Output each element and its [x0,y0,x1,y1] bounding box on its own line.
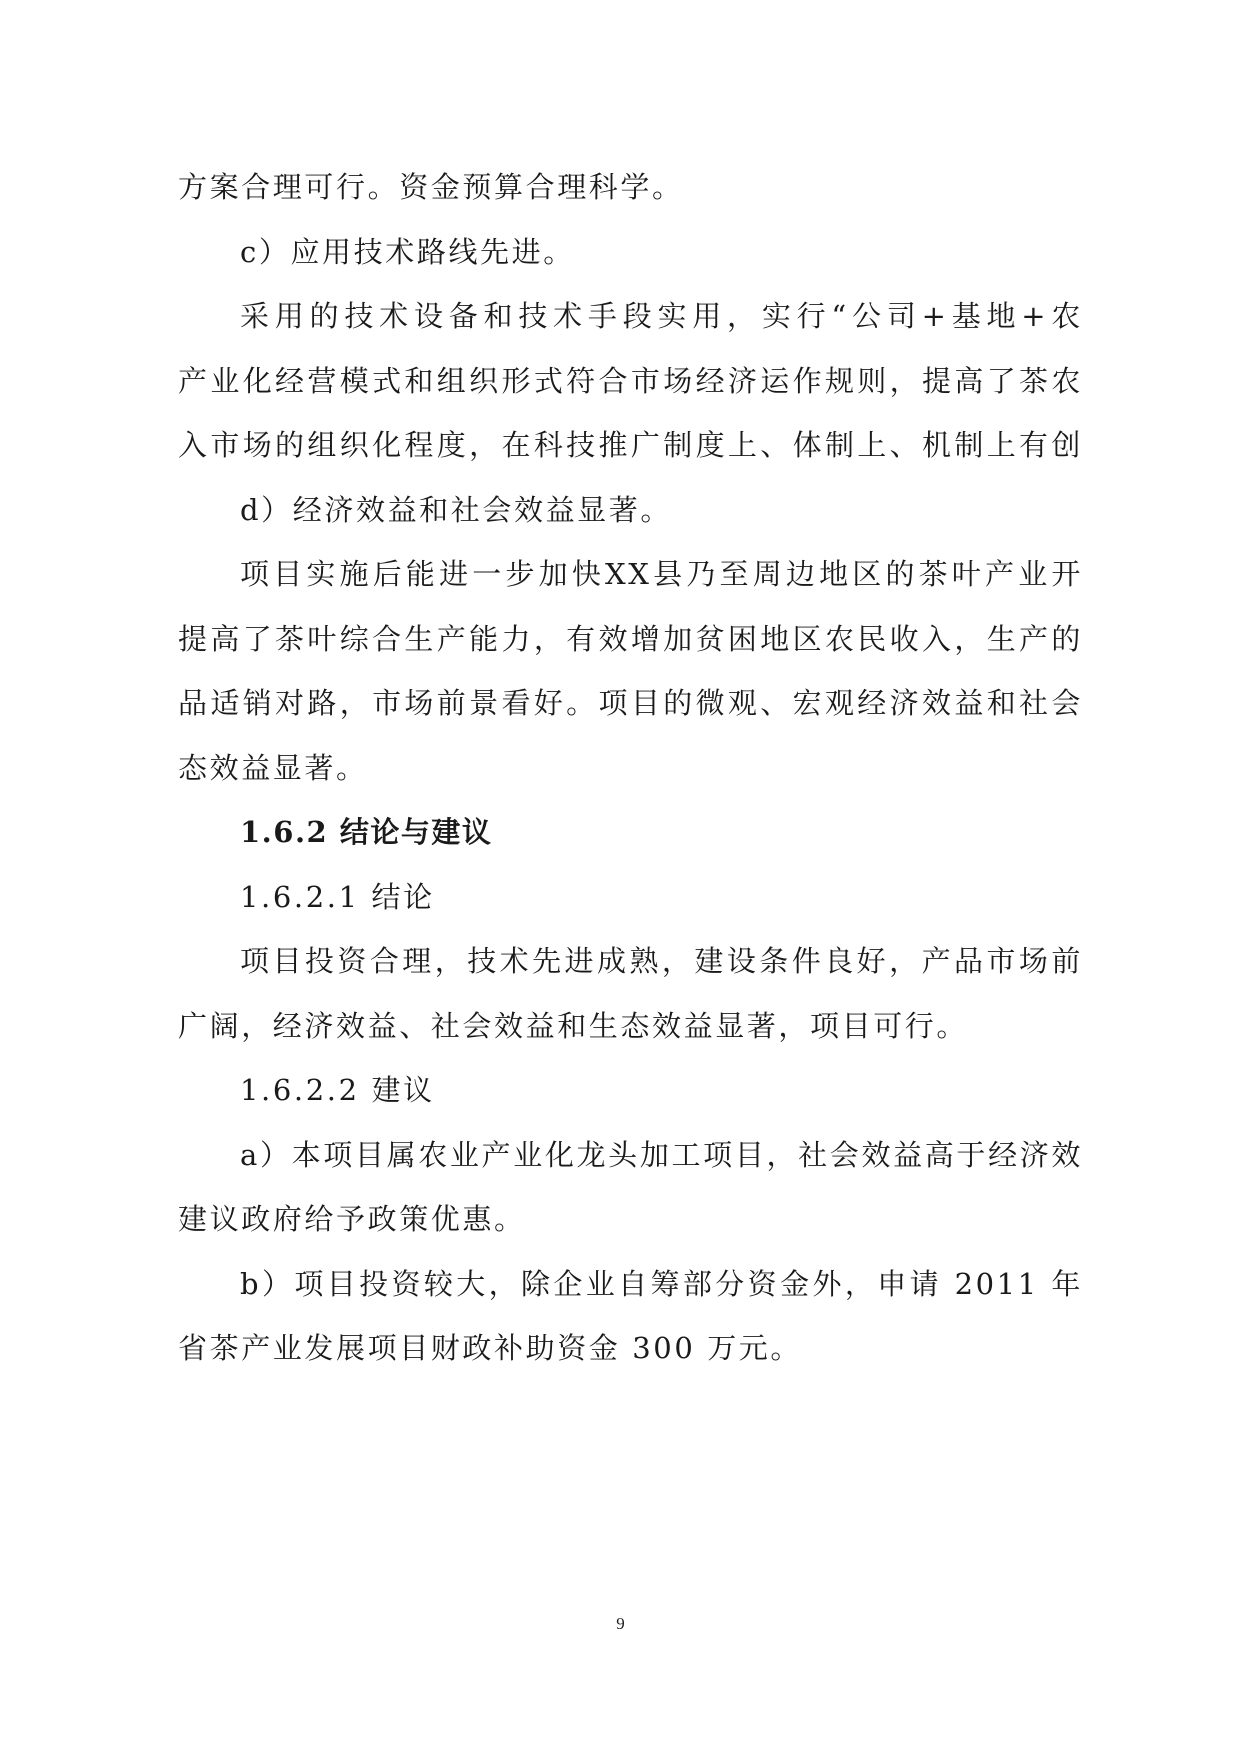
paragraph-line: 品适销对路，市场前景看好。项目的微观、宏观经济效益和社会 [178,686,1083,720]
paragraph-line: 项目实施后能进一步加快XX县乃至周边地区的茶叶产业开 [240,557,1083,591]
paragraph-line: 省茶产业发展项目财政补助资金 300 万元。 [178,1331,802,1365]
paragraph-line: 采用的技术设备和技术手段实用，实行“公司+基地+农 [240,299,1083,333]
paragraph-line: 广阔，经济效益、社会效益和生态效益显著，项目可行。 [178,1008,969,1043]
paragraph-line: 入市场的组织化程度，在科技推广制度上、体制上、机制上有创 [178,428,1083,462]
page-number: 9 [616,1614,625,1633]
paragraph-line: 项目投资合理，技术先进成熟，建设条件良好，产品市场前 [240,944,1083,978]
paragraph-line: 建议政府给予政策优惠。 [178,1202,526,1236]
paragraph-line: 提高了茶叶综合生产能力，有效增加贫困地区农民收入，生产的 [178,621,1083,656]
list-item-d: d）经济效益和社会效益显著。 [240,492,672,527]
subsection-heading: 1.6.2.2 建议 [240,1073,435,1107]
list-item-c: c）应用技术路线先进。 [240,234,575,269]
body-text [178,155,1083,1381]
section-heading: 1.6.2 结论与建议 [240,815,493,849]
paragraph-line: 方案合理可行。资金预算合理科学。 [178,170,684,204]
paragraph-line: 态效益显著。 [178,750,368,785]
list-item-a: a）本项目属农业产业化龙头加工项目，社会效益高于经济效 [240,1137,1083,1172]
paragraph-line: 产业化经营模式和组织形式符合市场经济运作规则，提高了茶农 [178,363,1083,398]
list-item-b: b）项目投资较大，除企业自筹部分资金外，申请 2011 年 [240,1266,1083,1301]
subsection-heading: 1.6.2.1 结论 [240,879,435,914]
